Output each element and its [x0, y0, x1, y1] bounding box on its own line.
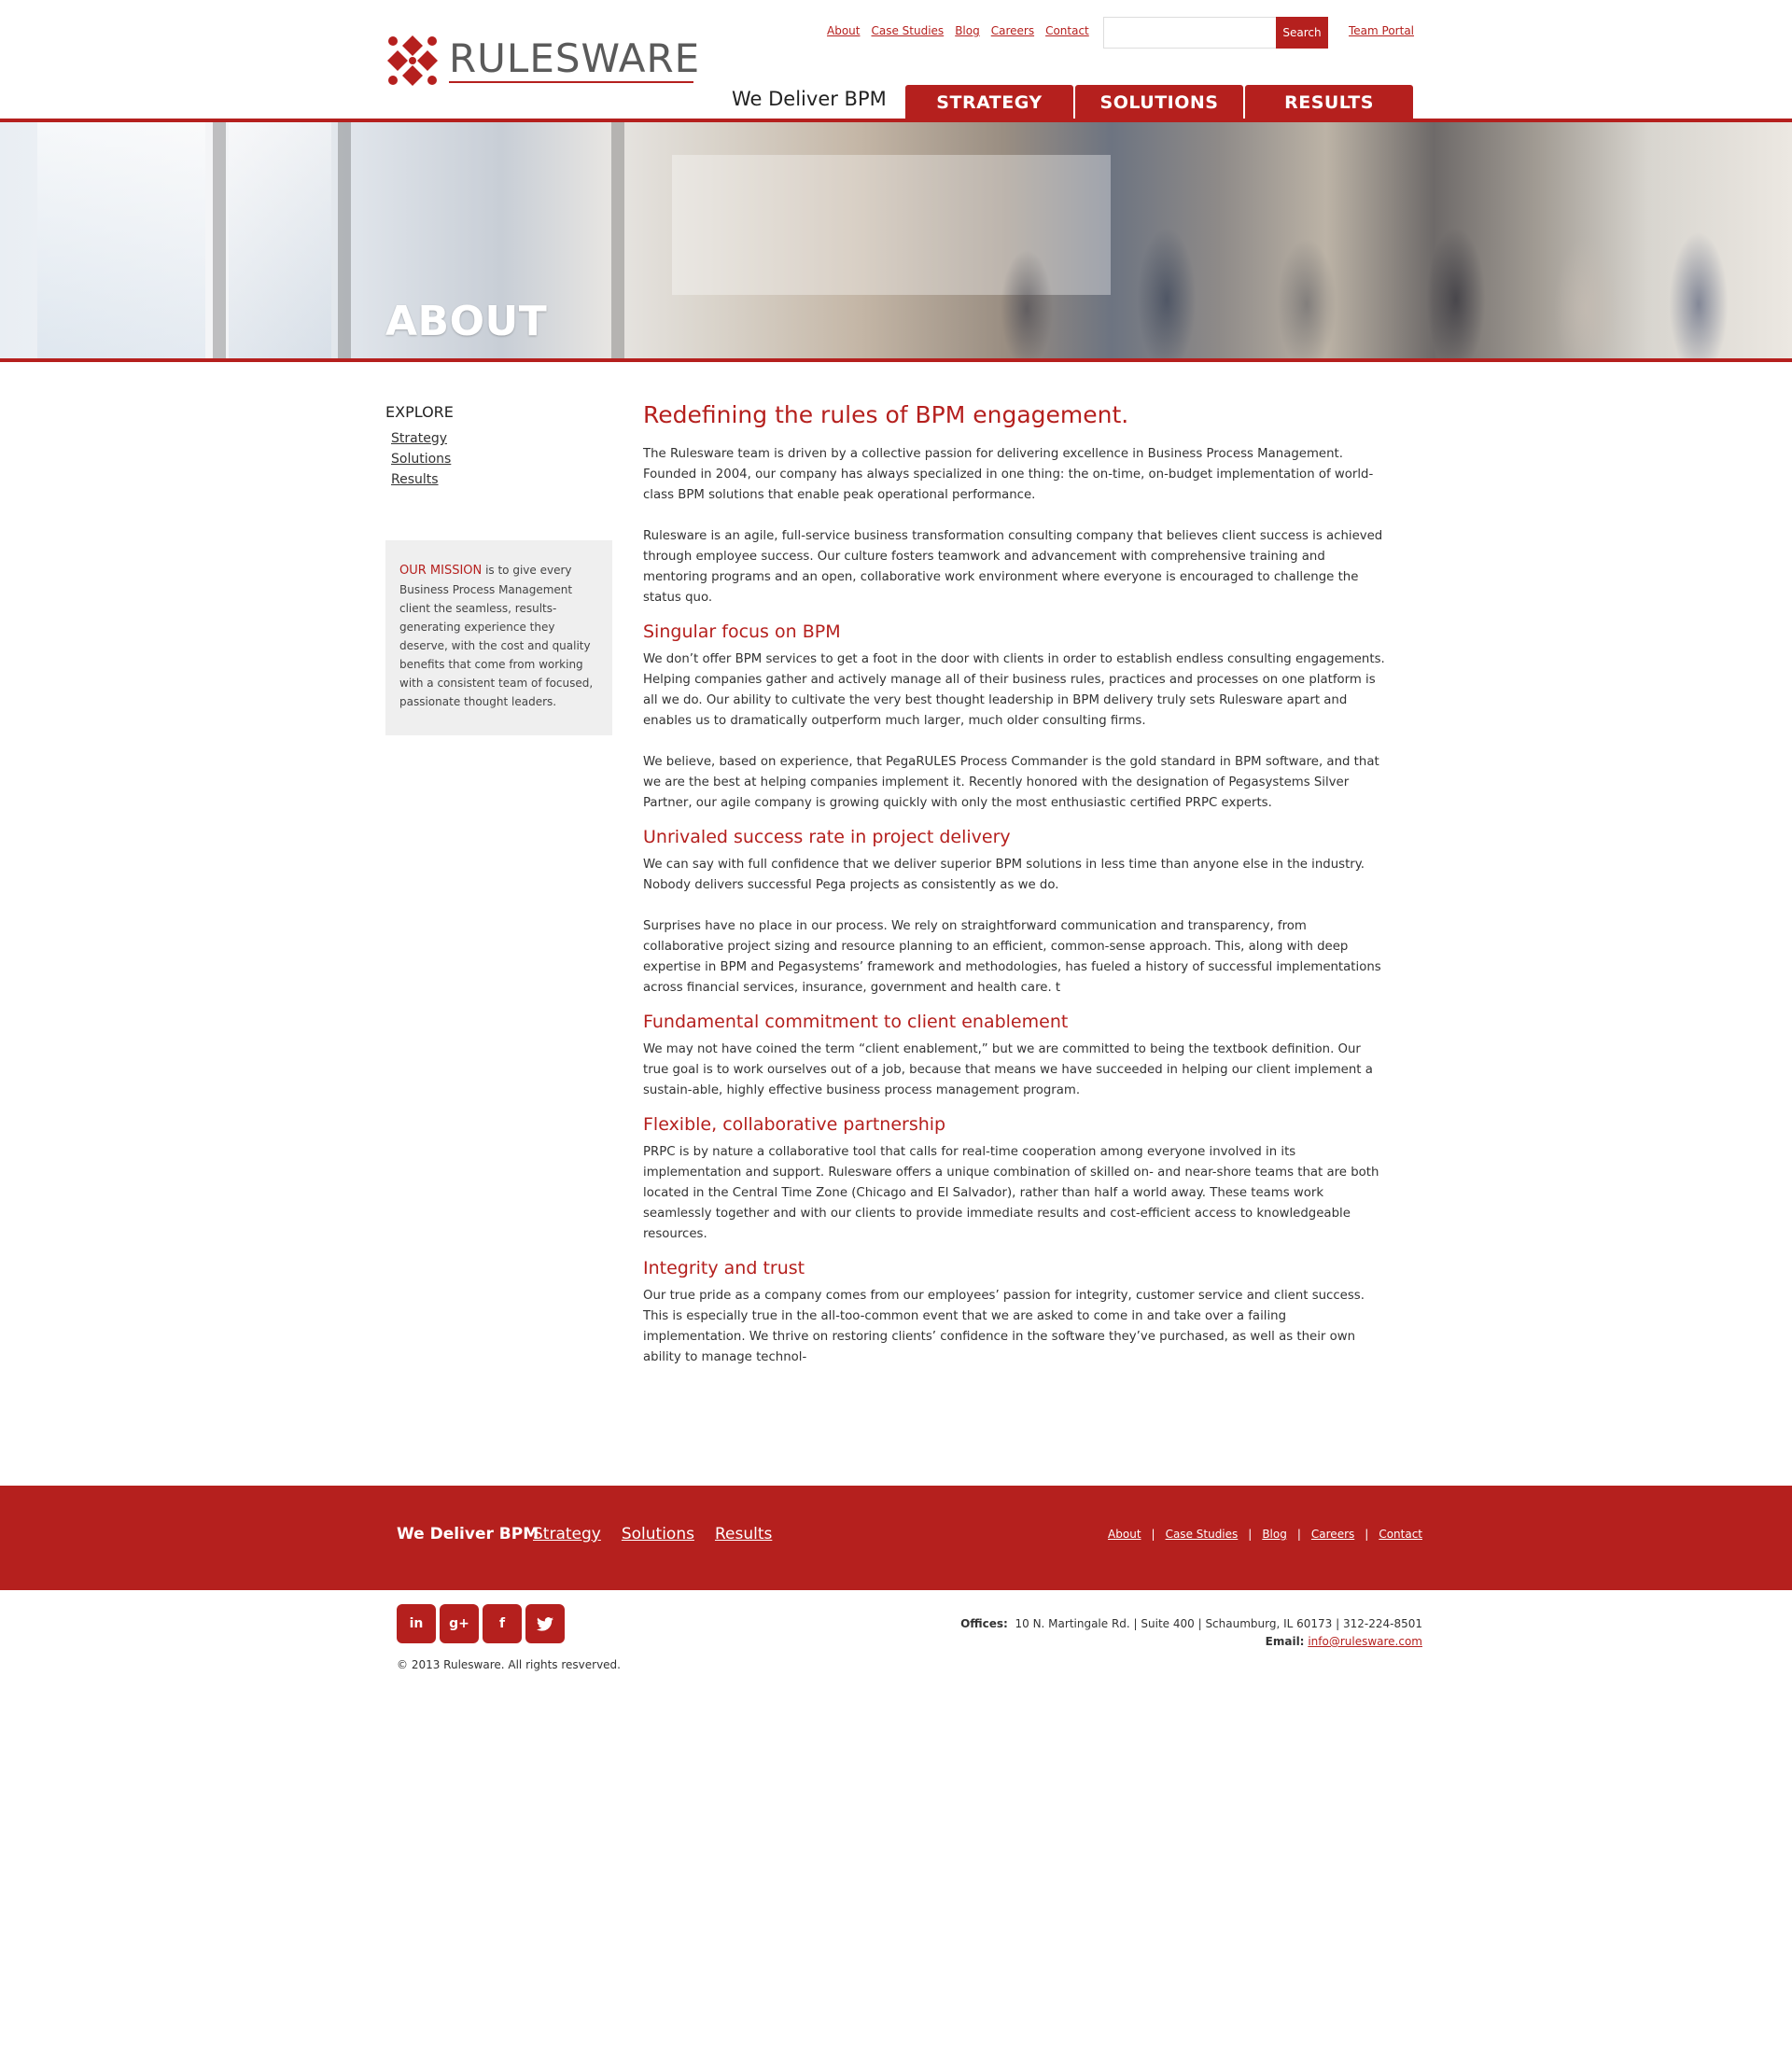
nav-tab-solutions[interactable]: SOLUTIONS [1075, 85, 1243, 120]
divider: | [1365, 1528, 1369, 1541]
logo-wordmark: RULESWARE [449, 35, 701, 81]
mission-lead: OUR MISSION [399, 564, 483, 578]
twitter-bird-glyph [537, 1617, 553, 1631]
office-info [960, 1615, 1422, 1651]
office-address: 10 N. Martingale Rd. | Suite 400 | Schaumburg, IL 60173 | 312-224-8501 [1015, 1617, 1422, 1630]
rulesware-flower-icon [385, 34, 440, 88]
section-heading: Unrivaled success rate in project delivery [643, 827, 1011, 847]
email-link[interactable]: info@rulesware.com [1308, 1635, 1422, 1648]
util-link-blog[interactable]: Blog [955, 24, 980, 37]
divider: | [1248, 1528, 1253, 1541]
footer-util-about[interactable]: About [1108, 1528, 1141, 1541]
nav-tab-results[interactable]: RESULTS [1245, 85, 1413, 120]
mission-box [385, 540, 612, 735]
hero-people-photo [933, 141, 1792, 358]
section-heading: Fundamental commitment to client enablement [643, 1012, 1069, 1032]
section-paragraph: Our true pride as a company comes from our employees’ passion for integrity, customer service and client success. This is especially true in the all-too-common event that we are asked to come in and take over a failing implementation. We thrive on restoring clients’ confidence in the software they’ve purchased, as well as their own ability to manage technol- [643, 1289, 1365, 1364]
nav-tab-strategy[interactable]: STRATEGY [905, 85, 1073, 120]
footer-util-contact[interactable]: Contact [1379, 1528, 1422, 1541]
util-link-contact[interactable]: Contact [1045, 24, 1089, 37]
main-headline: Redefining the rules of BPM engagement. [643, 401, 1129, 428]
search-button[interactable]: Search [1276, 17, 1328, 49]
hero-pillar [611, 122, 624, 358]
footer-util-blog[interactable]: Blog [1262, 1528, 1287, 1541]
footer-tagline: We Deliver BPM [397, 1525, 539, 1543]
footer-bar [0, 1486, 1792, 1590]
divider: | [1151, 1528, 1155, 1541]
hero-pillar [338, 122, 351, 358]
hero-divider [0, 358, 1792, 362]
logo-underline [449, 81, 693, 83]
main-content [643, 401, 1385, 1368]
explore-link-strategy[interactable]: Strategy [391, 431, 447, 446]
team-portal-link[interactable]: Team Portal [1349, 24, 1415, 37]
section-heading: Singular focus on BPM [643, 621, 841, 642]
util-link-case-studies[interactable]: Case Studies [871, 24, 945, 37]
explore-sidebar [385, 403, 612, 490]
util-link-careers[interactable]: Careers [990, 24, 1035, 37]
footer-link-results[interactable]: Results [714, 1525, 773, 1543]
explore-heading: EXPLORE [385, 403, 454, 421]
footer-utility-nav [1108, 1528, 1422, 1541]
section-paragraph: We don’t offer BPM services to get a foot in the door with clients in order to establish endless consulting engagements. Helping companies gather and actively manage all of their business rules, practices and processes on one platform is all we do. Our ability to cultivate the very best thought leadership in BPM delivery truly sets Rulesware apart and enables us to dramatically outperform much larger, much older consulting firms. [643, 652, 1385, 728]
section-paragraph: We believe, based on experience, that PegaRULES Process Commander is the gold standard in BPM software, and that we are the best at helping companies implement it. Recently honored with the designation of Pegasystems Silver Partner, our agile company is growing quickly with only the most enthusiastic certified PRPC experts. [643, 755, 1379, 810]
email-label: Email: [1265, 1635, 1305, 1648]
facebook-icon[interactable]: f [483, 1604, 522, 1643]
footer-link-strategy[interactable]: Strategy [533, 1525, 601, 1543]
main-nav [905, 85, 1415, 120]
copyright: © 2013 Rulesware. All rights resverved. [397, 1658, 621, 1671]
section-heading: Integrity and trust [643, 1258, 805, 1278]
utility-nav [827, 24, 1100, 37]
footer-main-nav [533, 1525, 792, 1543]
office-email-line [960, 1633, 1422, 1651]
hero-window [229, 122, 331, 358]
offices-label: Offices: [960, 1617, 1008, 1630]
section-heading: Flexible, collaborative partnership [643, 1114, 946, 1135]
mission-text: is to give every Business Process Management client the seamless, results-generating experience they deserve, with the cost and quality benefits that come from working with a consistent team of focused, passionate thought leaders. [399, 564, 594, 708]
google-plus-icon[interactable]: g+ [440, 1604, 479, 1643]
hero-window [37, 122, 205, 358]
footer-util-case-studies[interactable]: Case Studies [1165, 1528, 1239, 1541]
divider: | [1296, 1528, 1301, 1541]
section-paragraph: Surprises have no place in our process. We rely on straightforward communication and transparency, from collaborative project sizing and resource planning to an efficient, common-sense approach. This, along with deep expertise in BPM and Pegasystems’ framework and methodologies, has fueled a history of successful implementations across financial services, insurance, government and health care. t [643, 919, 1381, 995]
footer-link-solutions[interactable]: Solutions [621, 1525, 694, 1543]
hero-pillar [213, 122, 226, 358]
office-address-line [960, 1615, 1422, 1633]
site-header [0, 0, 1792, 123]
social-links [397, 1604, 568, 1643]
explore-list [385, 428, 612, 490]
linkedin-icon[interactable]: in [397, 1604, 436, 1643]
header-tagline: We Deliver BPM [732, 88, 887, 110]
search-input[interactable] [1103, 17, 1277, 49]
page-title: ABOUT [385, 298, 548, 345]
footer-util-careers[interactable]: Careers [1310, 1528, 1355, 1541]
section-paragraph: We may not have coined the term “client enablement,” but we are committed to being the textbook definition. Our true goal is to work ourselves out of a job, because that means we have succeeded in helping our client implement a sustain-able, highly effective business process management program. [643, 1042, 1373, 1097]
explore-link-solutions[interactable]: Solutions [391, 452, 452, 467]
section-paragraph: PRPC is by nature a collaborative tool that calls for real-time cooperation among everyone involved in its implementation and support. Rulesware offers a unique combination of skilled on- and near-shore teams that are both located in the Central Time Zone (Chicago and El Salvador), rather than half a world away. These teams work seamlessly together and with our clients to provide immediate results and cost-efficient access to knowledgeable resources. [643, 1145, 1379, 1241]
section-paragraph: We can say with full confidence that we deliver superior BPM solutions in less time than anyone else in the industry. Nobody delivers successful Pega projects as consistently as we do. [643, 858, 1365, 892]
intro-paragraph: The Rulesware team is driven by a collective passion for delivering excellence in Business Process Management. Founded in 2004, our company has always specialized in one thing: the on-time, on-budget implementation of world-class BPM solutions that enable peak operational performance. [643, 447, 1374, 502]
rulesware-logo[interactable] [385, 32, 701, 90]
twitter-icon[interactable] [525, 1604, 565, 1643]
intro-paragraph: Rulesware is an agile, full-service business transformation consulting company that believes client success is achieved through employee success. Our culture fosters teamwork and advancement with comprehensive training and mentoring programs and an open, collaborative work environment where everyone is encouraged to challenge the status quo. [643, 529, 1383, 605]
hero-banner [0, 122, 1792, 358]
explore-link-results[interactable]: Results [391, 472, 439, 487]
util-link-about[interactable]: About [827, 24, 861, 37]
